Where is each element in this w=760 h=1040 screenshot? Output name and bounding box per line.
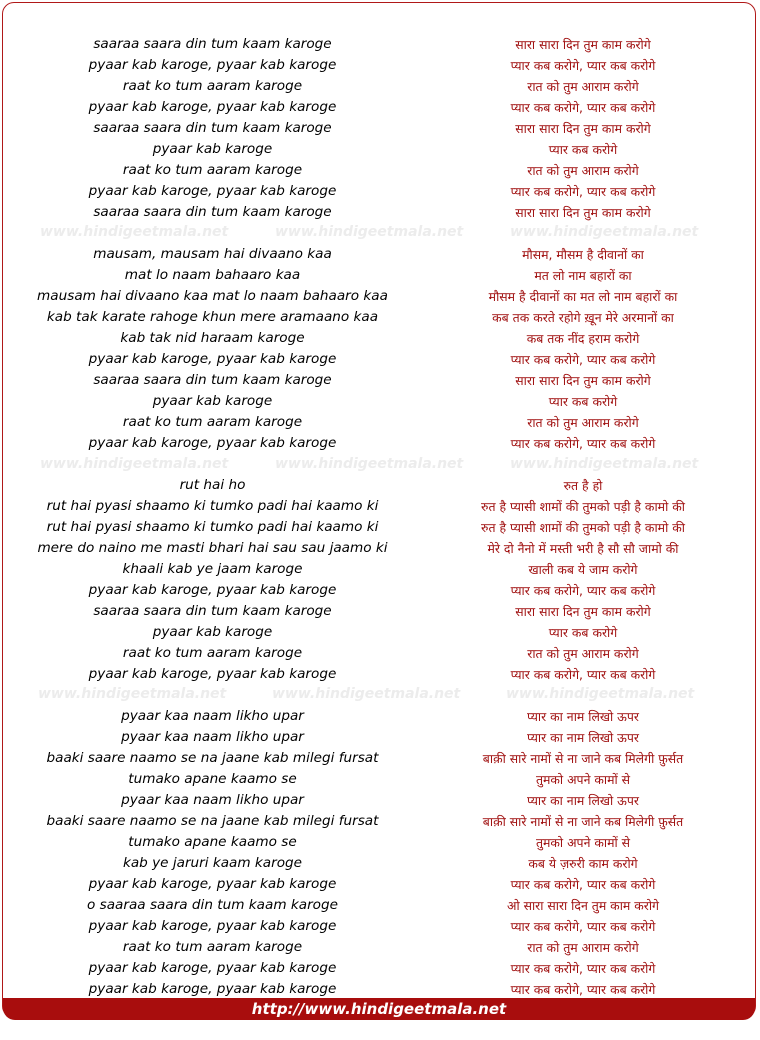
lyric-hindi: प्यार कब करोगे, प्यार कब करोगे [510, 961, 656, 976]
watermark-row [0, 685, 760, 703]
lyric-hindi: रुत है हो [563, 478, 603, 493]
lyric-line [0, 181, 760, 202]
lyric-hindi: मौसम, मौसम है दीवानों का [522, 247, 644, 262]
lyric-line [0, 538, 760, 559]
lyric-romanized: saaraa saara din tum kaam karoge [93, 603, 332, 619]
lyric-line [0, 643, 760, 664]
lyric-line [0, 580, 760, 601]
lyric-line [0, 727, 760, 748]
lyric-hindi: रात को तुम आराम करोगे [527, 415, 639, 430]
lyric-romanized: raat ko tum aaram karoge [122, 939, 303, 955]
lyric-romanized: pyaar kab karoge, pyaar kab karoge [88, 351, 337, 367]
lyric-romanized: saaraa saara din tum kaam karoge [93, 204, 332, 220]
lyric-hindi: रात को तुम आराम करोगे [527, 940, 639, 955]
lyric-romanized: saaraa saara din tum kaam karoge [93, 120, 332, 136]
lyric-hindi: प्यार कब करोगे [548, 142, 618, 157]
lyric-line [0, 916, 760, 937]
lyric-line [0, 769, 760, 790]
lyric-romanized: pyaar kab karoge, pyaar kab karoge [88, 99, 337, 115]
lyric-line [0, 244, 760, 265]
lyric-line [0, 433, 760, 454]
lyric-line [0, 559, 760, 580]
lyric-hindi: प्यार कब करोगे, प्यार कब करोगे [510, 58, 656, 73]
lyric-romanized: pyaar kab karoge, pyaar kab karoge [88, 981, 337, 997]
lyric-line [0, 622, 760, 643]
watermark-row [0, 223, 760, 241]
lyric-hindi: प्यार का नाम लिखो ऊपर [527, 709, 639, 724]
watermark-text: www.hindigeetmala.net [510, 456, 699, 472]
lyric-line [0, 76, 760, 97]
lyric-line [0, 790, 760, 811]
lyric-romanized: mere do naino me masti bhari hai sau sau jaamo ki [37, 540, 388, 556]
lyric-hindi: सारा सारा दिन तुम काम करोगे [515, 37, 651, 52]
watermark-text: www.hindigeetmala.net [40, 456, 229, 472]
lyric-line [0, 853, 760, 874]
lyric-hindi: प्यार कब करोगे, प्यार कब करोगे [510, 100, 656, 115]
lyric-romanized: pyaar kaa naam likho upar [121, 729, 304, 745]
lyric-romanized: pyaar kab karoge, pyaar kab karoge [88, 918, 337, 934]
lyric-line [0, 328, 760, 349]
lyric-hindi: रात को तुम आराम करोगे [527, 79, 639, 94]
lyric-hindi: बाक़ी सारे नामों से ना जाने कब मिलेगी फ़ुर्सत [482, 751, 684, 766]
lyric-line [0, 265, 760, 286]
lyric-romanized: raat ko tum aaram karoge [122, 162, 303, 178]
lyric-line [0, 118, 760, 139]
lyric-romanized: pyaar kab karoge [152, 141, 273, 157]
lyric-hindi: प्यार कब करोगे, प्यार कब करोगे [510, 436, 656, 451]
lyric-romanized: kab tak nid haraam karoge [120, 330, 305, 346]
lyric-romanized: baaki saare naamo se na jaane kab milegi fursat [46, 750, 379, 766]
lyric-hindi: रात को तुम आराम करोगे [527, 646, 639, 661]
lyric-romanized: raat ko tum aaram karoge [122, 414, 303, 430]
lyric-romanized: tumako apane kaamo se [128, 771, 297, 787]
lyric-romanized: pyaar kab karoge [152, 393, 273, 409]
lyric-hindi: प्यार कब करोगे [548, 625, 618, 640]
lyric-hindi: प्यार कब करोगे, प्यार कब करोगे [510, 919, 656, 934]
lyric-hindi: प्यार कब करोगे, प्यार कब करोगे [510, 184, 656, 199]
lyric-hindi: रात को तुम आराम करोगे [527, 163, 639, 178]
lyric-line [0, 286, 760, 307]
lyric-romanized: rut hai pyasi shaamo ki tumko padi hai kaamo ki [46, 498, 379, 514]
watermark-text: www.hindigeetmala.net [272, 686, 461, 702]
lyric-hindi: कब तक नींद हराम करोगे [526, 331, 640, 346]
lyric-hindi: मत लो नाम बहारों का [534, 268, 632, 283]
lyric-line [0, 391, 760, 412]
lyric-line [0, 496, 760, 517]
watermark-text: www.hindigeetmala.net [38, 686, 227, 702]
lyric-hindi: तुमको अपने कामों से [535, 772, 631, 787]
lyric-romanized: khaali kab ye jaam karoge [122, 561, 303, 577]
lyric-line [0, 706, 760, 727]
lyric-line [0, 412, 760, 433]
lyric-hindi: प्यार कब करोगे [548, 394, 618, 409]
lyric-romanized: pyaar kab karoge, pyaar kab karoge [88, 960, 337, 976]
lyric-hindi: प्यार कब करोगे, प्यार कब करोगे [510, 583, 656, 598]
lyric-romanized: mat lo naam bahaaro kaa [124, 267, 301, 283]
lyric-line [0, 55, 760, 76]
lyric-line [0, 979, 760, 1000]
watermark-text: www.hindigeetmala.net [506, 686, 695, 702]
lyric-line [0, 874, 760, 895]
lyric-romanized: baaki saare naamo se na jaane kab milegi fursat [46, 813, 379, 829]
lyric-romanized: pyaar kab karoge, pyaar kab karoge [88, 57, 337, 73]
lyric-line [0, 475, 760, 496]
lyric-line [0, 958, 760, 979]
lyric-romanized: o saaraa saara din tum kaam karoge [87, 897, 338, 913]
lyric-line [0, 34, 760, 55]
lyric-line [0, 349, 760, 370]
lyric-line [0, 832, 760, 853]
watermark-text: www.hindigeetmala.net [275, 224, 464, 240]
lyric-hindi: सारा सारा दिन तुम काम करोगे [515, 373, 651, 388]
lyric-line [0, 748, 760, 769]
lyric-hindi: बाक़ी सारे नामों से ना जाने कब मिलेगी फ़ुर्सत [482, 814, 684, 829]
lyric-line [0, 811, 760, 832]
lyric-romanized: rut hai pyasi shaamo ki tumko padi hai kaamo ki [46, 519, 379, 535]
watermark-text: www.hindigeetmala.net [275, 456, 464, 472]
lyric-hindi: रुत है प्यासी शामों की तुमको पड़ी है कामो की [481, 499, 685, 514]
lyric-hindi: प्यार का नाम लिखो ऊपर [527, 730, 639, 745]
lyric-hindi: तुमको अपने कामों से [535, 835, 631, 850]
lyric-romanized: kab ye jaruri kaam karoge [122, 855, 303, 871]
lyric-hindi: प्यार कब करोगे, प्यार कब करोगे [510, 667, 656, 682]
lyric-line [0, 601, 760, 622]
lyric-hindi: प्यार का नाम लिखो ऊपर [527, 793, 639, 808]
lyric-hindi: मेरे दो नैनो में मस्ती भरी है सौ सौ जामो की [487, 541, 679, 556]
lyric-romanized: rut hai ho [179, 477, 246, 493]
lyric-hindi: कब ये ज़रुरी काम करोगे [528, 856, 638, 871]
lyric-hindi: खाली कब ये जाम करोगे [528, 562, 638, 577]
lyric-line [0, 664, 760, 685]
lyric-line [0, 97, 760, 118]
lyric-romanized: tumako apane kaamo se [128, 834, 297, 850]
lyric-romanized: pyaar kaa naam likho upar [121, 708, 304, 724]
lyric-line [0, 370, 760, 391]
lyric-hindi: ओ सारा सारा दिन तुम काम करोगे [506, 898, 660, 913]
watermark-row [0, 455, 760, 473]
watermark-text: www.hindigeetmala.net [40, 224, 229, 240]
lyric-hindi: मौसम है दीवानों का मत लो नाम बहारों का [488, 289, 678, 304]
lyric-hindi: सारा सारा दिन तुम काम करोगे [515, 121, 651, 136]
lyric-hindi: रुत है प्यासी शामों की तुमको पड़ी है कामो की [481, 520, 685, 535]
lyric-line [0, 202, 760, 223]
lyric-line [0, 307, 760, 328]
watermark-text: www.hindigeetmala.net [510, 224, 699, 240]
lyric-romanized: pyaar kab karoge, pyaar kab karoge [88, 183, 337, 199]
lyric-romanized: mausam, mausam hai divaano kaa [93, 246, 332, 262]
lyric-line [0, 160, 760, 181]
lyric-romanized: raat ko tum aaram karoge [122, 645, 303, 661]
lyric-hindi: प्यार कब करोगे, प्यार कब करोगे [510, 982, 656, 997]
lyric-romanized: saaraa saara din tum kaam karoge [93, 36, 332, 52]
lyric-romanized: pyaar kab karoge, pyaar kab karoge [88, 582, 337, 598]
lyric-romanized: mausam hai divaano kaa mat lo naam bahaaro kaa [37, 288, 388, 304]
lyric-romanized: saaraa saara din tum kaam karoge [93, 372, 332, 388]
lyric-hindi: सारा सारा दिन तुम काम करोगे [515, 205, 651, 220]
lyric-romanized: kab tak karate rahoge khun mere aramaano kaa [46, 309, 379, 325]
lyric-hindi: प्यार कब करोगे, प्यार कब करोगे [510, 352, 656, 367]
lyric-romanized: raat ko tum aaram karoge [122, 78, 303, 94]
lyric-line [0, 517, 760, 538]
lyric-hindi: कब तक करते रहोगे ख़ून मेरे अरमानों का [492, 310, 674, 325]
lyric-line [0, 937, 760, 958]
lyric-romanized: pyaar kab karoge, pyaar kab karoge [88, 876, 337, 892]
lyric-line [0, 139, 760, 160]
lyric-romanized: pyaar kab karoge, pyaar kab karoge [88, 435, 337, 451]
lyric-romanized: pyaar kaa naam likho upar [121, 792, 304, 808]
lyric-hindi: प्यार कब करोगे, प्यार कब करोगे [510, 877, 656, 892]
lyric-hindi: सारा सारा दिन तुम काम करोगे [515, 604, 651, 619]
lyric-romanized: pyaar kab karoge, pyaar kab karoge [88, 666, 337, 682]
lyric-line [0, 895, 760, 916]
lyric-romanized: pyaar kab karoge [152, 624, 273, 640]
footer-url[interactable]: http://www.hindigeetmala.net [3, 998, 755, 1020]
